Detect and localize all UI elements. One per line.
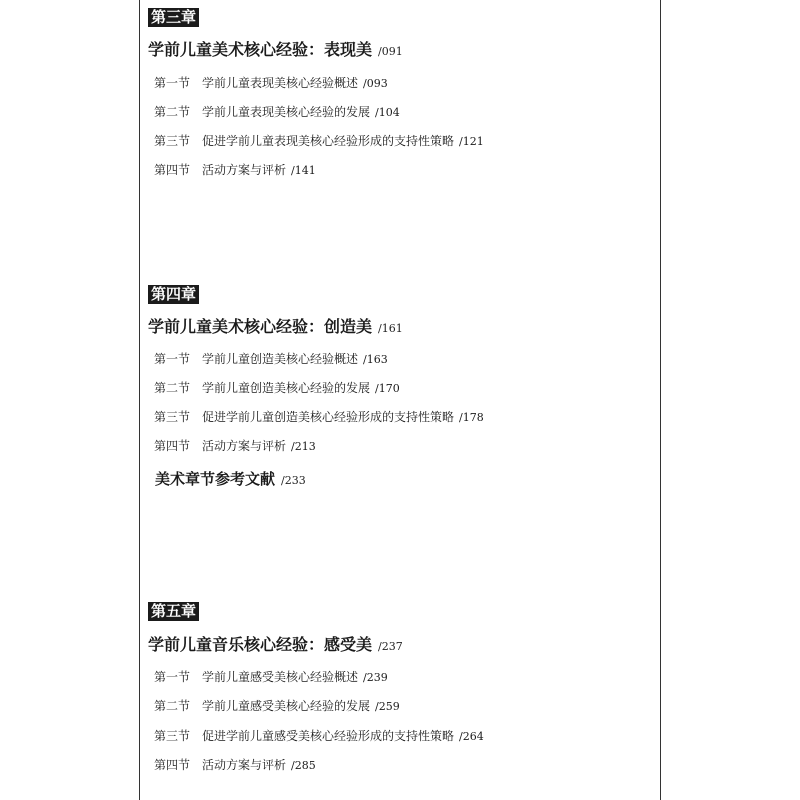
section-label: 第二节: [154, 699, 191, 713]
section-page: /170: [375, 382, 400, 395]
references-entry: [155, 469, 306, 491]
chapter-4-section-4: [154, 438, 316, 455]
section-title: 促进学前儿童感受美核心经验形成的支持性策略: [202, 729, 455, 743]
section-label: 第三节: [154, 134, 191, 148]
section-label: 第四节: [154, 439, 191, 453]
section-page: /163: [363, 353, 388, 366]
chapter-3-section-4: [154, 162, 316, 179]
section-label: 第一节: [154, 76, 191, 90]
chapter-3-section-1: [154, 75, 388, 92]
section-page: /285: [291, 759, 316, 772]
chapter-5-title: [148, 635, 403, 657]
chapter-5-section-4: [154, 757, 316, 774]
section-title: 学前儿童表现美核心经验概述: [202, 76, 359, 90]
section-page: /213: [291, 440, 316, 453]
section-label: 第二节: [154, 105, 191, 119]
section-label: 第四节: [154, 163, 191, 177]
section-page: /093: [363, 77, 388, 90]
section-title: 学前儿童表现美核心经验的发展: [202, 105, 371, 119]
section-label: 第二节: [154, 381, 191, 395]
references-page: /233: [281, 474, 306, 487]
section-label: 第三节: [154, 729, 191, 743]
section-page: /259: [375, 700, 400, 713]
section-title: 活动方案与评析: [202, 163, 287, 177]
section-page: /141: [291, 164, 316, 177]
section-title: 促进学前儿童创造美核心经验形成的支持性策略: [202, 410, 455, 424]
section-title: 活动方案与评析: [202, 439, 287, 453]
chapter-3-page: /091: [378, 45, 403, 58]
chapter-3-section-2: [154, 104, 400, 121]
section-page: /178: [459, 411, 484, 424]
section-title: 活动方案与评析: [202, 758, 287, 772]
chapter-4-section-2: [154, 380, 400, 397]
chapter-4-page: /161: [378, 322, 403, 335]
chapter-3-badge: 第三章: [148, 8, 199, 27]
chapter-5-section-2: [154, 698, 400, 715]
chapter-3-section-3: [154, 133, 484, 150]
chapter-4-badge: 第四章: [148, 285, 199, 304]
section-page: /121: [459, 135, 484, 148]
section-title: 学前儿童感受美核心经验概述: [202, 670, 359, 684]
section-label: 第一节: [154, 352, 191, 366]
chapter-5-section-1: [154, 669, 388, 686]
section-page: /264: [459, 730, 484, 743]
section-title: 促进学前儿童表现美核心经验形成的支持性策略: [202, 134, 455, 148]
section-page: /104: [375, 106, 400, 119]
chapter-4-title: [148, 317, 403, 339]
chapter-5-page: /237: [378, 640, 403, 653]
section-title: 学前儿童创造美核心经验的发展: [202, 381, 371, 395]
chapter-4-title-text: 学前儿童美术核心经验：创造美: [148, 317, 373, 336]
references-title: 美术章节参考文献: [155, 470, 276, 488]
section-label: 第四节: [154, 758, 191, 772]
section-page: /239: [363, 671, 388, 684]
chapter-4-section-1: [154, 351, 388, 368]
chapter-3-title-text: 学前儿童美术核心经验：表现美: [148, 40, 373, 59]
section-label: 第一节: [154, 670, 191, 684]
section-label: 第三节: [154, 410, 191, 424]
chapter-5-section-3: [154, 728, 484, 745]
chapter-4-section-3: [154, 409, 484, 426]
section-title: 学前儿童创造美核心经验概述: [202, 352, 359, 366]
section-title: 学前儿童感受美核心经验的发展: [202, 699, 371, 713]
chapter-3-title: [148, 40, 403, 62]
chapter-5-title-text: 学前儿童音乐核心经验：感受美: [148, 635, 373, 654]
chapter-5-badge: 第五章: [148, 602, 199, 621]
